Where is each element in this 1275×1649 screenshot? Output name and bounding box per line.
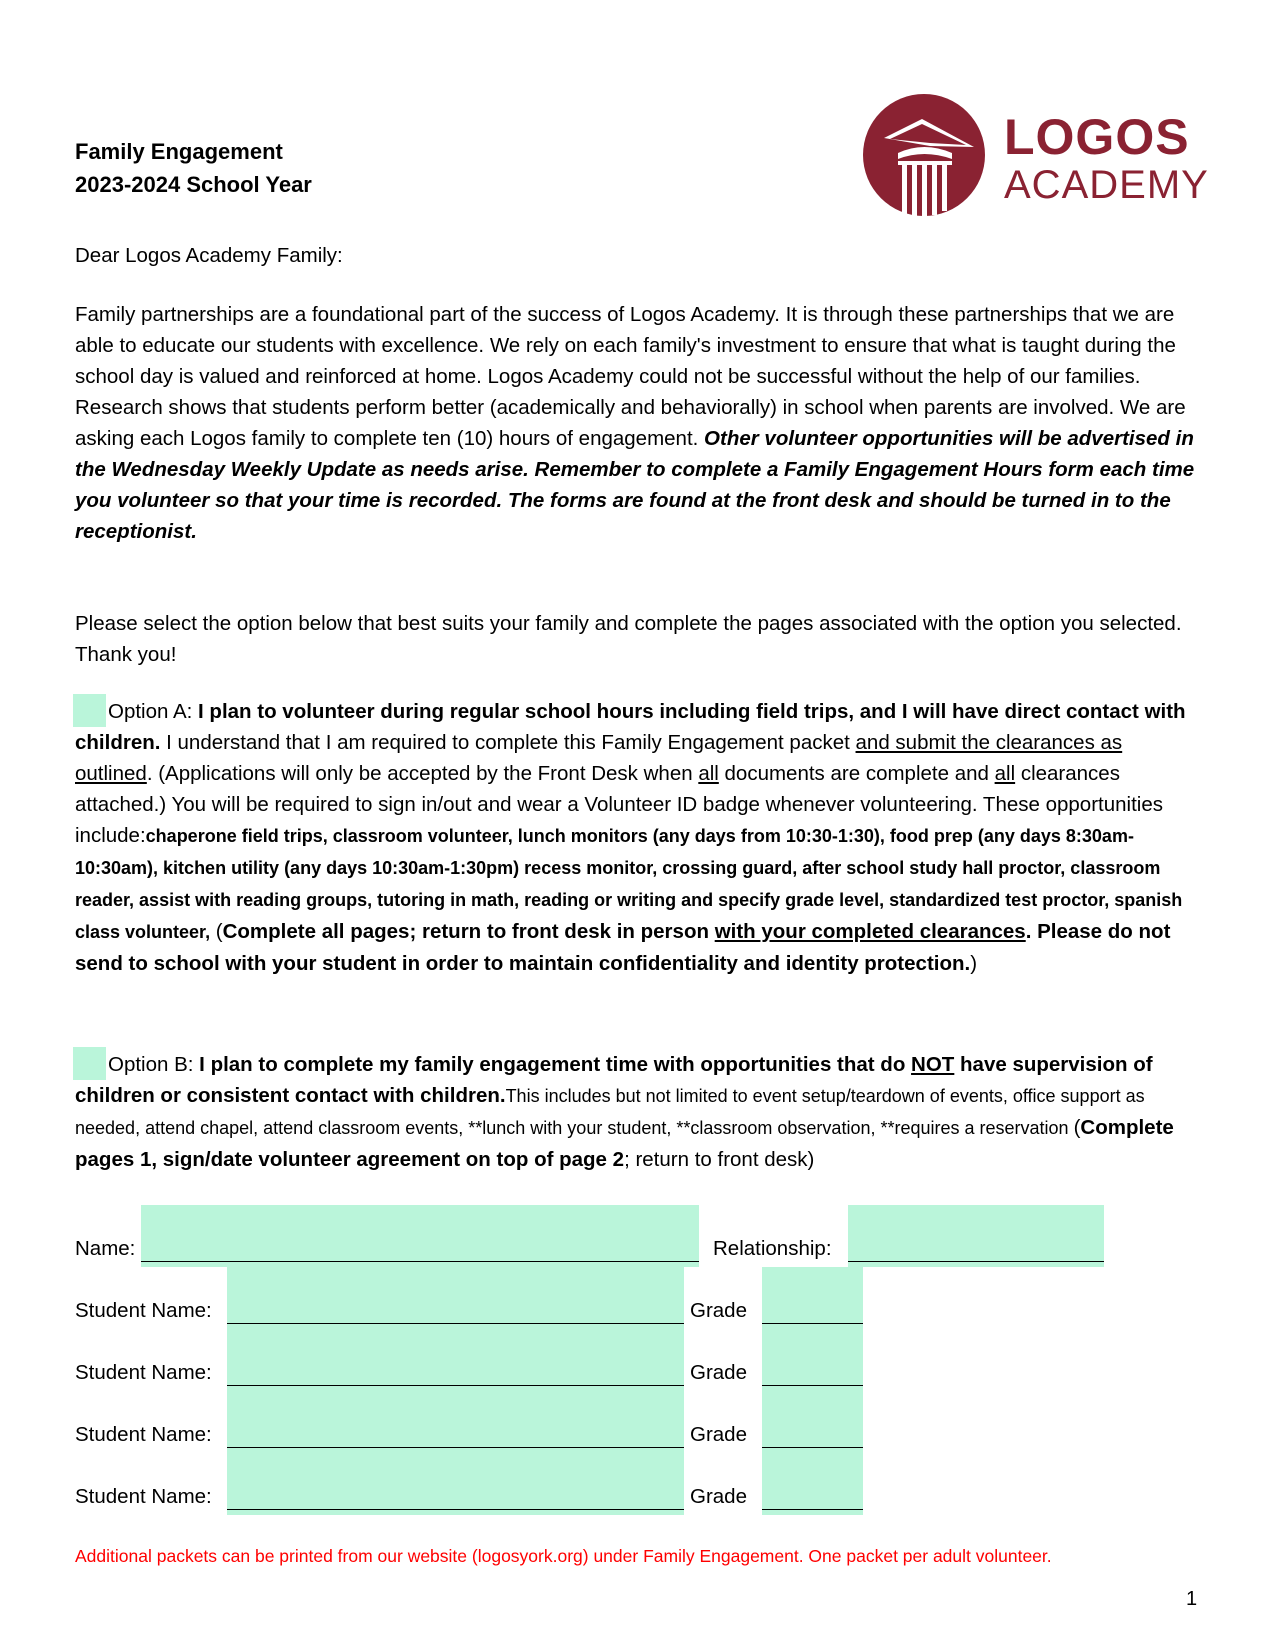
student-name-underline: [227, 1385, 684, 1386]
grade-field[interactable]: [762, 1391, 863, 1453]
relationship-label: Relationship:: [713, 1237, 832, 1260]
paren: ): [970, 952, 978, 975]
option-b-heading: have supervision of children or consistent contact with children.: [75, 1053, 1153, 1107]
intro-emphasis: Other volunteer opportunities will be advertised in the Wednesday Weekly Update as needs arise. Remember to complete a Family Engagement Hours form each time you volunteer so that your time is recorded. The forms are found at the front desk and should be turned in to the receptionist.: [75, 427, 1195, 543]
grade-underline: [762, 1509, 863, 1510]
option-b-checkbox[interactable]: [73, 1047, 106, 1080]
document-title: [75, 135, 312, 201]
grade-underline: [762, 1385, 863, 1386]
option-b-instructions-rest: ; return to front desk): [624, 1148, 815, 1171]
grade-label: Grade: [690, 1485, 747, 1508]
option-a-underlined-all: all: [994, 762, 1016, 785]
intro-paragraph: [75, 299, 1205, 547]
option-a-block: [75, 694, 1205, 979]
grade-underline: [762, 1447, 863, 1448]
option-b-opportunities: This includes but not limited to event setup/teardown of events, office support as needed, attend chapel, attend classroom events, **lunch with your student, **classroom observation, **requires a reservation: [75, 1086, 1145, 1138]
student-name-label: Student Name:: [75, 1299, 212, 1322]
salutation: Dear Logos Academy Family:: [75, 244, 343, 267]
student-name-field[interactable]: [227, 1267, 684, 1329]
student-name-underline: [227, 1323, 684, 1324]
option-a-instructions: Complete all pages; return to front desk in person: [222, 920, 715, 943]
additional-packets-note: Additional packets can be printed from our website (logosyork.org) under Family Engagement. One packet per adult volunteer.: [75, 1546, 1052, 1566]
student-name-underline: [227, 1509, 684, 1510]
option-b-heading: I plan to complete my family engagement time with opportunities that do: [199, 1053, 912, 1076]
option-a-text: documents are complete and: [718, 762, 995, 785]
title-line-2: 2023-2024 School Year: [75, 172, 312, 197]
option-a-heading: I plan to volunteer during regular school hours including field trips, and I will have direct contact with children.: [75, 700, 1186, 754]
student-name-label: Student Name:: [75, 1423, 212, 1446]
intro-text: Family partnerships are a foundational part of the success of Logos Academy. It is through these partnerships that we are able to educate our students with excellence. We rely on each family's investment to ensure that what is taught during the school day is valued and reinforced at home. Logos Academy could not be successful without the help of our families. Research shows that students perform better (academically and behaviorally) in school when parents are involved. We are asking each Logos family to complete ten (10) hours of engagement.: [75, 303, 1186, 450]
name-field[interactable]: [141, 1205, 699, 1267]
option-a-label: Option A:: [108, 700, 199, 723]
option-a-opportunities: chaperone field trips, classroom volunteer, lunch monitors (any days from 10:30-1:30), food prep (any days 8:30am-10:30am), kitchen utility (any days 10:30am-1:30pm) recess monitor, crossing guard, after school study hall proctor, classroom reader, assist with reading groups, tutoring in math, reading or writing and specify grade level, standardized test proctor, spanish class volunteer,: [75, 826, 1183, 942]
grade-field[interactable]: [762, 1453, 863, 1515]
grade-underline: [762, 1323, 863, 1324]
page-number: 1: [1186, 1588, 1198, 1610]
grade-label: Grade: [690, 1361, 747, 1384]
option-a-text: I understand that I am required to complete this Family Engagement packet: [160, 731, 856, 754]
logo-word-logos: LOGOS: [1004, 109, 1190, 165]
logos-academy-logo: [862, 93, 1209, 218]
student-name-field[interactable]: [227, 1329, 684, 1391]
option-a-underlined-all: all: [698, 762, 719, 785]
paren: (: [1073, 1116, 1081, 1139]
option-a-checkbox[interactable]: [73, 694, 106, 727]
option-a-text: . (Applications will only be accepted by the Front Desk when: [146, 762, 699, 785]
grade-label: Grade: [690, 1299, 747, 1322]
name-label: Name:: [75, 1237, 136, 1260]
option-b-label: Option B:: [108, 1053, 200, 1076]
grade-label: Grade: [690, 1423, 747, 1446]
option-b-block: [75, 1047, 1205, 1175]
column-in-circle-icon: [862, 93, 986, 217]
logo-word-academy: ACADEMY: [1004, 163, 1209, 207]
grade-field[interactable]: [762, 1329, 863, 1391]
title-line-1: Family Engagement: [75, 139, 283, 164]
option-a-underlined-text: and submit the clearances as outlined: [75, 731, 1123, 785]
student-name-underline: [227, 1447, 684, 1448]
option-a-instructions: . Please do not send to school with your student in order to maintain confidentiality and identity protection.: [75, 920, 1171, 975]
select-instruction: Please select the option below that best suits your family and complete the pages associated with the option you selected. Thank you!: [75, 612, 1182, 666]
option-a-instructions-underlined: with your completed clearances: [714, 920, 1026, 943]
relationship-underline: [848, 1261, 1104, 1262]
student-name-field[interactable]: [227, 1453, 684, 1515]
name-underline: [141, 1261, 699, 1262]
student-name-label: Student Name:: [75, 1361, 212, 1384]
relationship-field[interactable]: [848, 1205, 1104, 1267]
paren: (: [215, 920, 223, 943]
option-b-instructions: Complete pages 1, sign/date volunteer agreement on top of page 2: [75, 1116, 1174, 1171]
student-name-label: Student Name:: [75, 1485, 212, 1508]
student-name-field[interactable]: [227, 1391, 684, 1453]
option-a-text: clearances attached.) You will be required to sign in/out and wear a Volunteer ID badge whenever volunteering. These opportunities include:: [75, 762, 1163, 847]
grade-field[interactable]: [762, 1267, 863, 1329]
option-b-heading-not: NOT: [911, 1053, 955, 1076]
